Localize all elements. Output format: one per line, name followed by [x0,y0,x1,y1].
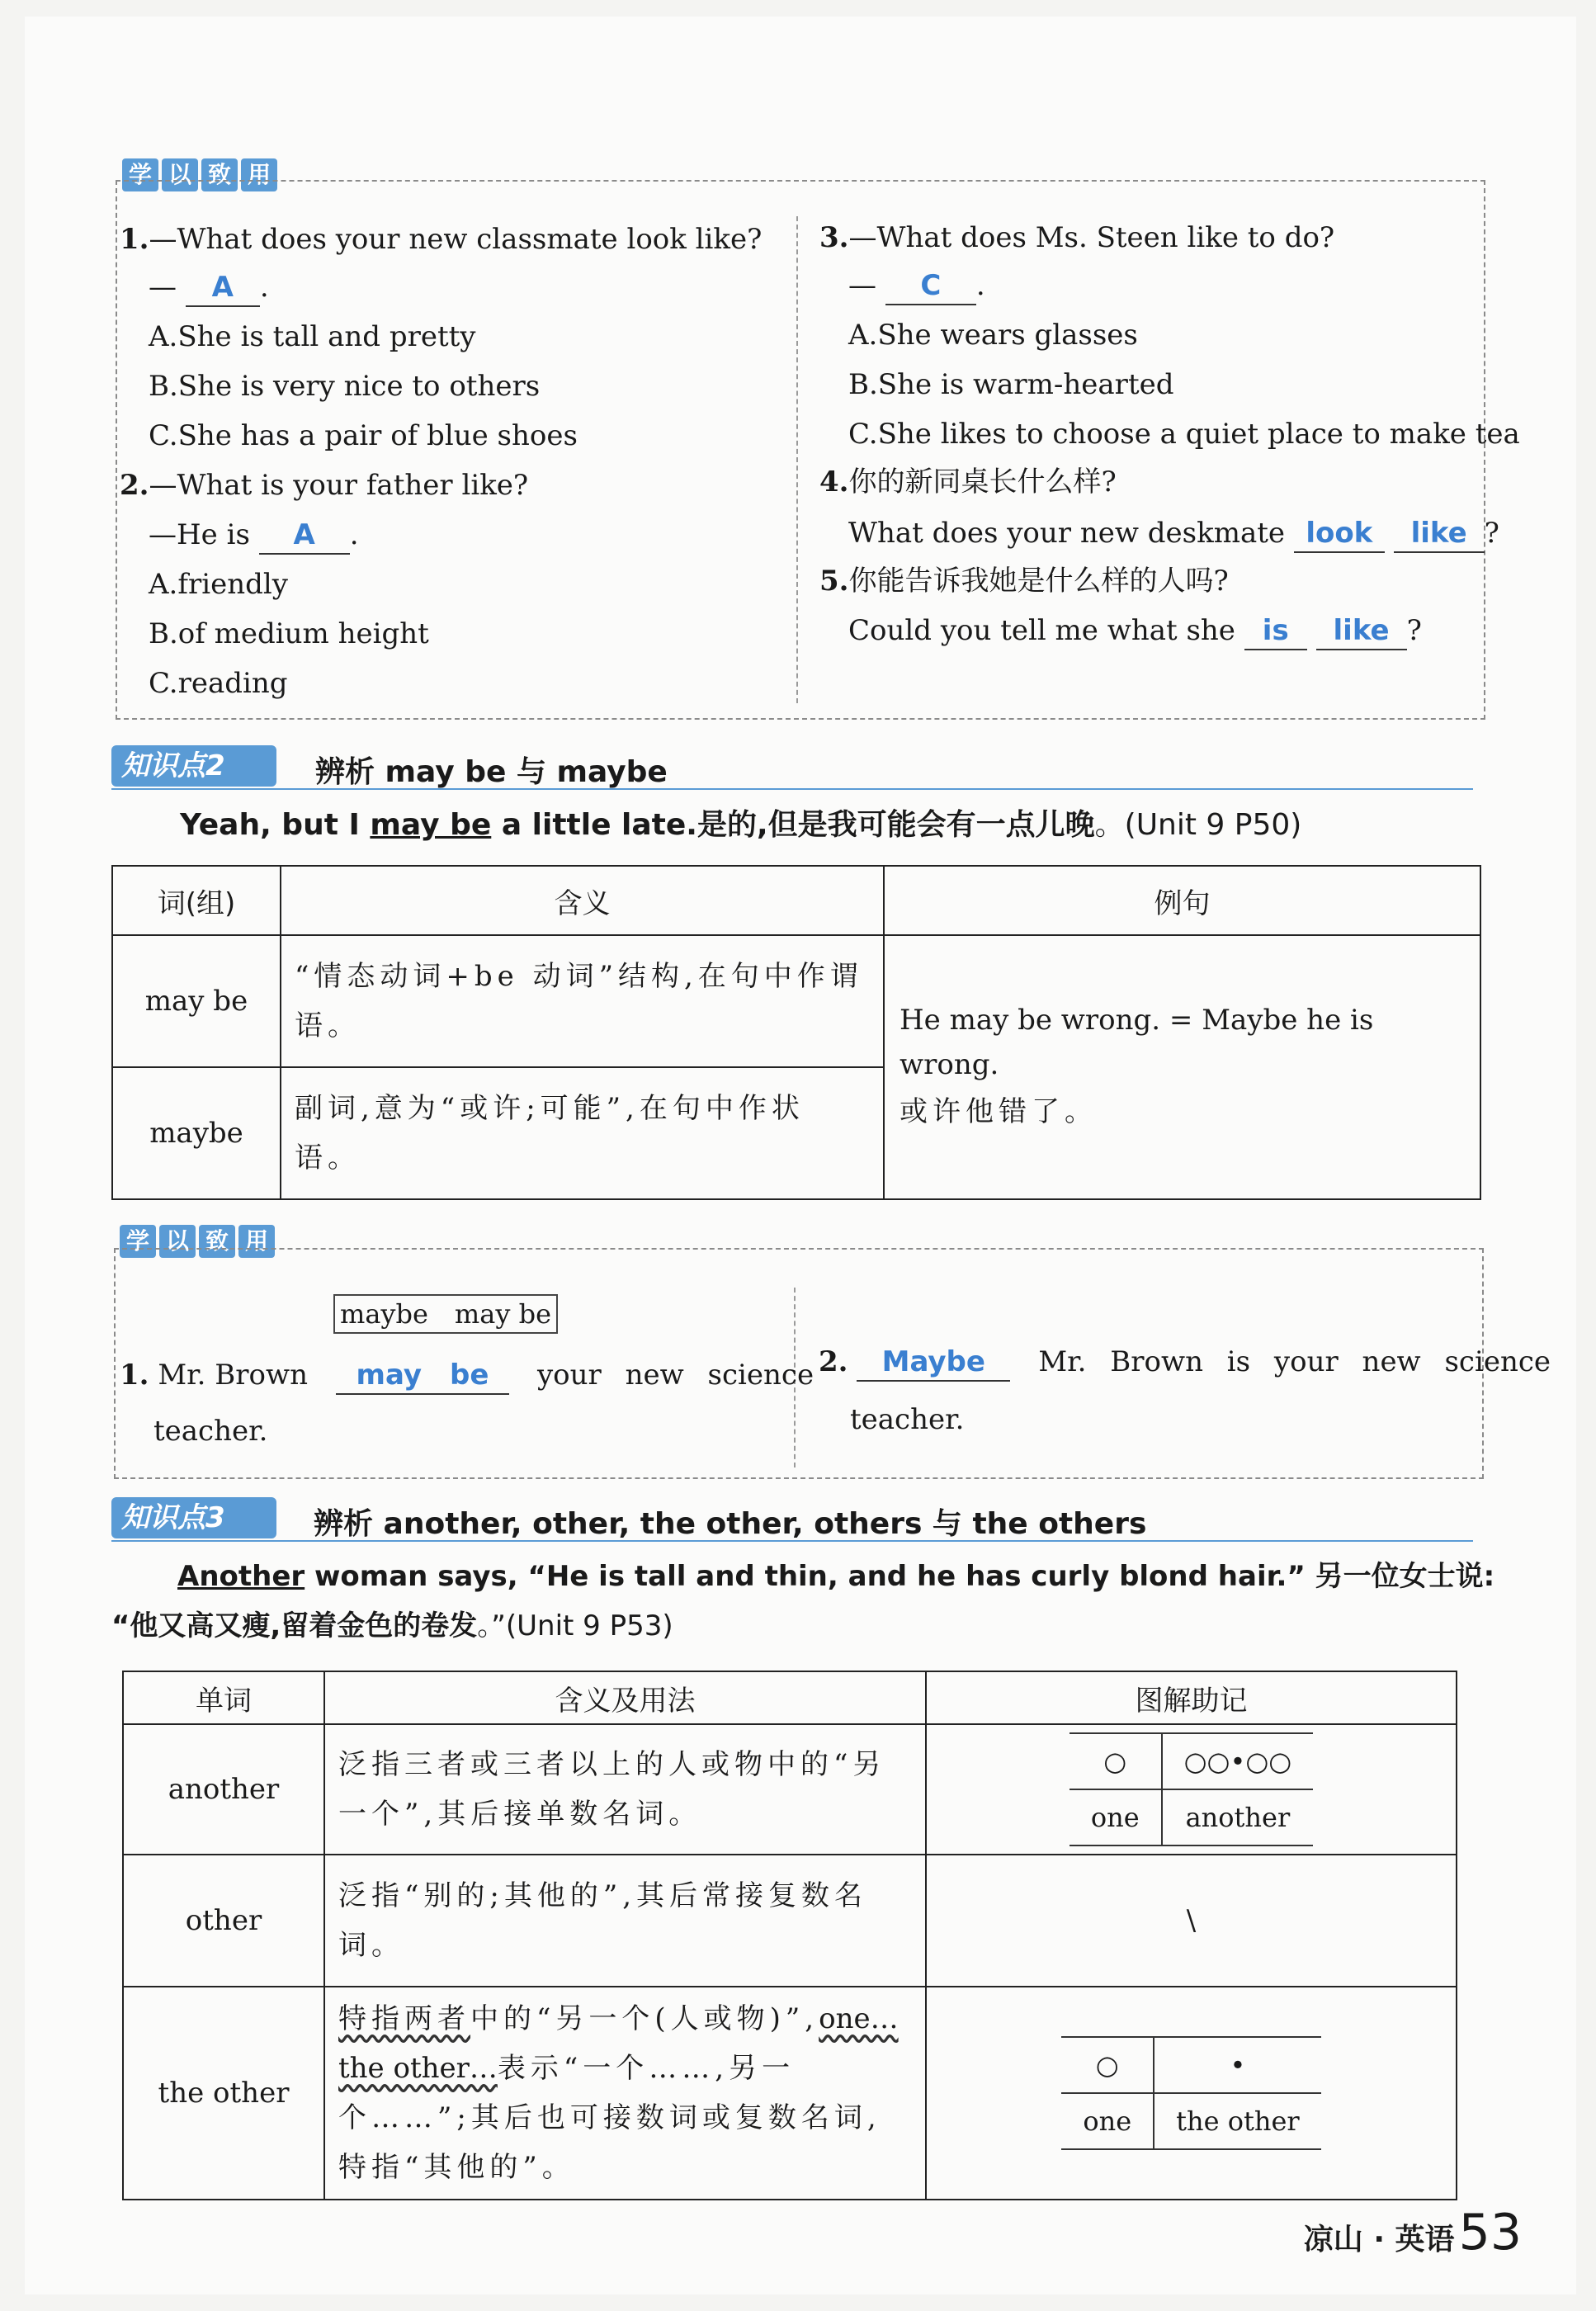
row-meaning: 副词,意为“或许;可能”,在句中作状语。 [281,1067,884,1199]
diagram-symbol: ○ [1070,1733,1162,1789]
q3-option-c: C.She likes to choose a quiet place to make tea [848,418,1520,451]
p2-q1: 1. Mr. Brown may be your new science [120,1357,814,1395]
header-meaning: 含义 [281,866,884,935]
column-divider [796,216,798,703]
q3-option-a: A.She wears glasses [848,319,1138,352]
row-meaning: 泛指“别的;其他的”,其后常接复数名词。 [324,1855,926,1987]
diagram-label: another [1162,1789,1314,1845]
page-number: 53 [1458,2204,1522,2261]
footer [1304,2204,1522,2261]
diagram-another [1070,1732,1313,1846]
q4-cn: 4.你的新同桌长什么样? [819,466,1117,499]
q4-answer-1: look [1294,515,1385,553]
point3-title: 辨析 another, other, the other, others 与 the others [314,1507,1147,1541]
tag-char: 致 [201,158,238,191]
q2-option-c: C.reading [149,667,288,700]
row-word: may be [112,935,281,1067]
p2-q1-cont: teacher. [153,1415,268,1448]
footer-text: 凉山 · 英语 [1303,2223,1455,2257]
q1-stem: 1.—What does your new classmate look like? [120,223,763,256]
tag-char: 用 [241,158,277,191]
point2-title: 辨析 may be 与 maybe [315,755,668,789]
header-word: 单词 [123,1671,324,1724]
q1-option-a: A.She is tall and pretty [149,320,476,353]
header-meaning: 含义及用法 [324,1671,926,1724]
q1-answer: A [186,269,260,307]
point3-badge: 知识点3 [111,1497,276,1538]
example-cell [884,935,1480,1199]
q5-answer-1: is [1244,612,1307,650]
q5-answer-line: Could you tell me what she is like ? [848,612,1422,650]
point2-rule [111,788,1473,790]
diagram-cell: \ [926,1855,1457,1987]
diagram-cell [926,1987,1457,2200]
tag-char: 学 [120,1225,156,1258]
point3-rule [111,1540,1473,1542]
q4-answer-2: like [1394,515,1485,553]
row-word: another [123,1724,324,1855]
diagram-label: one [1061,2093,1154,2149]
diagram-symbol: • [1154,2037,1321,2093]
q1-answer-line: — A . [149,269,269,307]
row-meaning: 特指两者中的“另一个(人或物)”,one… the other…表示“一个……,另一个……”;其后也可接数词或复数名词,特指“其他的”。 [324,1987,926,2200]
point2-example: Yeah, but I may be a little late.是的,但是我可能会有一点儿晚。(Unit 9 P50) [180,808,1302,842]
diagram-the-other [1061,2036,1320,2150]
q2-answer-line: —He is A . [149,517,359,555]
tag-char: 致 [199,1225,235,1258]
q2-option-a: A.friendly [149,568,288,601]
header-example: 例句 [884,866,1480,935]
point3-table [122,1671,1457,2200]
q3-answer-line: — C . [848,267,985,305]
tag-char: 以 [162,158,198,191]
header-word: 词(组) [112,866,281,935]
diagram-cell [926,1724,1457,1855]
tag-char: 以 [159,1225,196,1258]
point3-example-2: “他又高又瘦,留着金色的卷发。”(Unit 9 P53) [111,1609,673,1642]
q2-stem: 2.—What is your father like? [120,469,529,502]
row-meaning: 泛指三者或三者以上的人或物中的“另一个”,其后接单数名词。 [324,1724,926,1855]
q5-cn: 5.你能告诉我她是什么样的人吗? [819,565,1229,598]
q2-option-b: B.of medium height [149,617,429,650]
row-meaning: “情态动词+be 动词”结构,在句中作谓语。 [281,935,884,1067]
q4-answer-line: What does your new deskmate look like ? [848,515,1499,553]
tag-char: 学 [122,158,158,191]
p2-q2-cont: teacher. [850,1403,965,1436]
q3-option-b: B.She is warm-hearted [848,368,1174,401]
diagram-label: one [1070,1789,1162,1845]
tag-char: 用 [238,1225,275,1258]
q3-stem: 3.—What does Ms. Steen like to do? [819,221,1335,254]
word-box: maybe may be [333,1294,558,1334]
diagram-symbol: ○○•○○ [1162,1733,1314,1789]
p2-q2-answer: Maybe [857,1344,1010,1382]
p2-q1-answer: may be [336,1357,509,1395]
point2-table [111,865,1481,1200]
q1-option-c: C.She has a pair of blue shoes [149,419,578,452]
point3-example-1: Another woman says, “He is tall and thin, and he has curly blond hair.” 另一位女士说: [177,1560,1495,1593]
example-sentence: He may be wrong. = Maybe he is wrong. [900,1004,1374,1081]
row-word: maybe [112,1067,281,1199]
diagram-label: the other [1154,2093,1321,2149]
q5-answer-2: like [1316,612,1407,650]
q1-option-b: B.She is very nice to others [149,370,541,403]
q2-answer: A [259,517,350,555]
row-word: the other [123,1987,324,2200]
diagram-symbol: ○ [1061,2037,1154,2093]
point2-badge: 知识点2 [111,745,276,787]
header-diagram: 图解助记 [926,1671,1457,1724]
row-word: other [123,1855,324,1987]
p2-q2: 2. Maybe Mr. Brown is your new science [819,1344,1551,1382]
example-sentence-cn: 或许他错了。 [900,1095,1098,1128]
q3-answer: C [885,267,976,305]
